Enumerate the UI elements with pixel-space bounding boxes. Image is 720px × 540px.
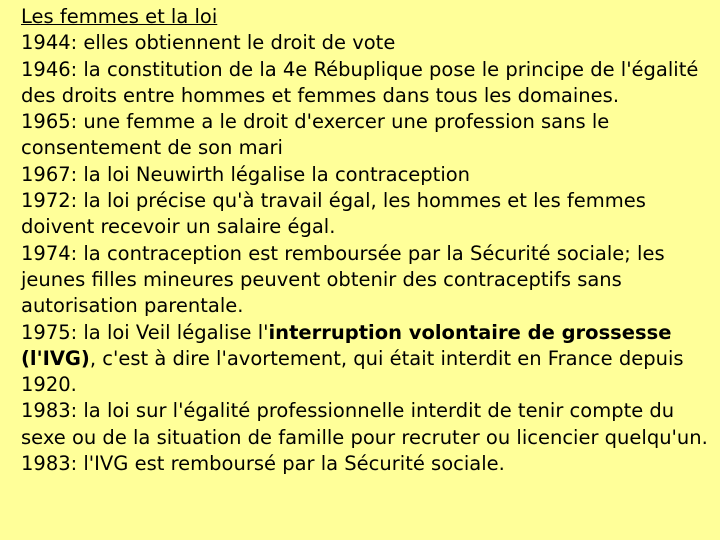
entry-prefix: 1975: la loi Veil légalise l' — [21, 320, 269, 344]
timeline-entry-1946: 1946: la constitution de la 4e Rébuplique pose le principe de l'égalité des droits entre hommes et femmes dans tous les domaines. — [21, 57, 699, 107]
document-title: Les femmes et la loi — [21, 5, 218, 28]
timeline-entry-1944: 1944: elles obtiennent le droit de vote — [21, 31, 396, 55]
timeline-entry-1965: 1965: une femme a le droit d'exercer une profession sans le consentement de son mari — [21, 110, 610, 160]
timeline-entry-1983-ivg: 1983: l'IVG est remboursé par la Sécurité sociale. — [21, 452, 505, 476]
timeline-entry-1974: 1974: la contraception est remboursée par la Sécurité sociale; les jeunes filles mineures peuvent obtenir des contraceptifs sans autorisation parentale. — [21, 241, 665, 318]
entry-bold-term: interruption volontaire de grossesse (l'IVG) — [21, 320, 672, 370]
timeline-entry-1983-equality: 1983: la loi sur l'égalité professionnelle interdit de tenir compte du sexe ou de la situation de famille pour recruter ou licencier quelqu'un. — [21, 399, 708, 449]
entry-suffix: , c'est à dire l'avortement, qui était interdit en France depuis 1920. — [21, 346, 684, 397]
timeline-entry-1967: 1967: la loi Neuwirth légalise la contraception — [21, 162, 471, 186]
timeline-entry-1975 — [21, 320, 712, 399]
timeline-entry-1972: 1972: la loi précise qu'à travail égal, les hommes et les femmes doivent recevoir un salaire égal. — [21, 189, 646, 239]
